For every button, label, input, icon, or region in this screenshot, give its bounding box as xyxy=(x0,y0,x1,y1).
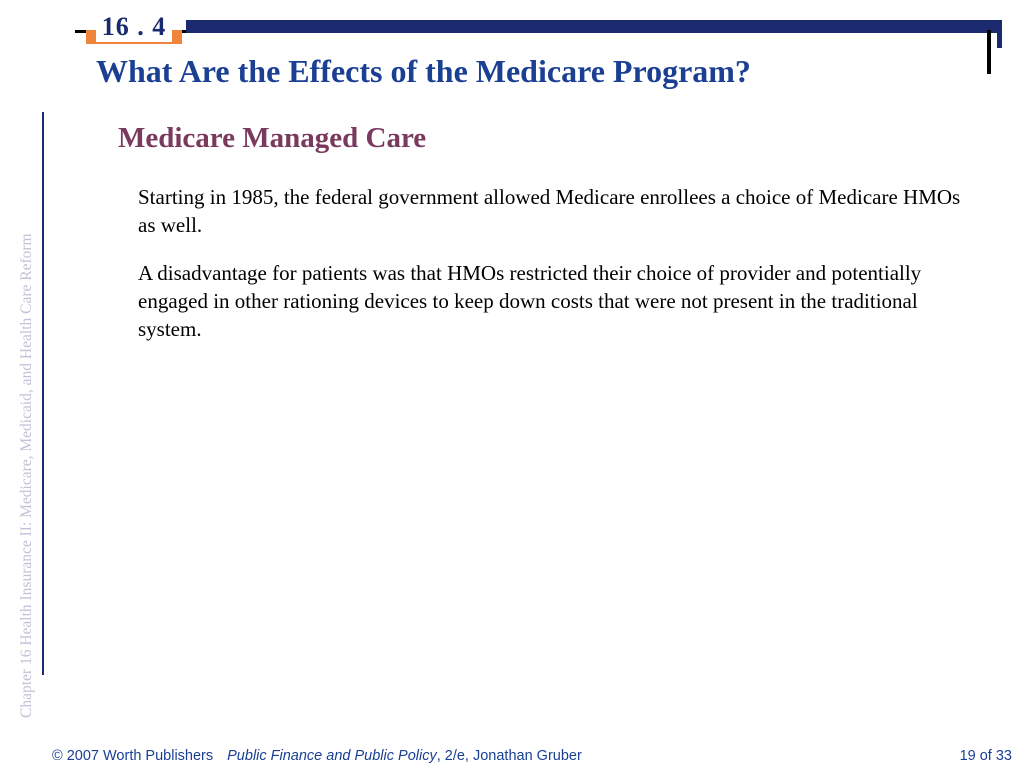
section-number: 16 . 4 xyxy=(96,12,173,42)
footer-copyright: © 2007 Worth Publishers xyxy=(52,748,214,764)
side-vertical-rule xyxy=(42,112,44,675)
slide-title: What Are the Effects of the Medicare Program? xyxy=(96,53,751,89)
body-paragraph-1: Starting in 1985, the federal government allowed Medicare enrollees a choice of Medicare HMOs as well. xyxy=(138,185,961,237)
section-subtitle: Medicare Managed Care xyxy=(118,122,427,154)
chapter-side-caption: Chapter 16 Health Insurance II: Medicare, Medicaid, and Health Care Reform xyxy=(18,233,35,718)
footer-edition-author: , 2/e, Jonathan Gruber xyxy=(436,748,582,764)
page-number: 19 of 33 xyxy=(959,748,1012,764)
right-corner-rule xyxy=(987,30,991,74)
footer-book-title: Public Finance and Public Policy xyxy=(227,748,437,764)
right-corner-accent xyxy=(997,20,1002,48)
footer-credit xyxy=(52,746,582,766)
body-paragraph-2: A disadvantage for patients was that HMOs restricted their choice of provider and potentially engaged in other rationing devices to keep down costs that were not present in the traditional system. xyxy=(138,261,922,341)
top-accent-bar xyxy=(186,20,1002,33)
section-number-badge xyxy=(86,14,182,44)
body-text xyxy=(138,183,968,363)
